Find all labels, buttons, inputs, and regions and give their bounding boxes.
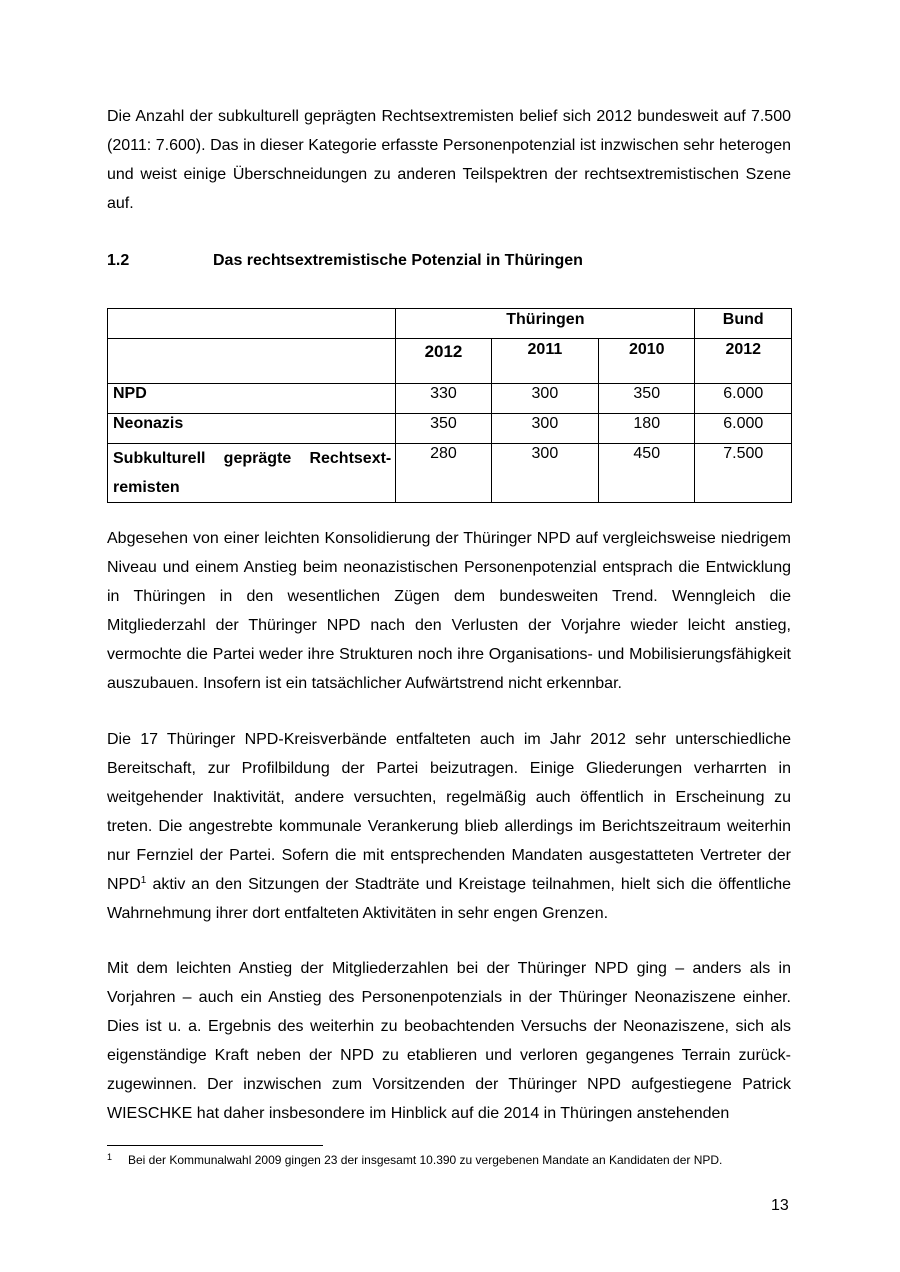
year-header: 2010: [599, 339, 695, 384]
footnote-reference[interactable]: 1: [140, 875, 147, 886]
table-cell: 280: [396, 444, 491, 503]
table-row: [108, 384, 792, 414]
table-cell: 6.000: [695, 384, 792, 414]
row-label: Subkulturell geprägte Rechtsextremisten: [108, 444, 396, 503]
paragraph-text: Die 17 Thüringer NPD-Kreisverbände entfalteten auch im Jahr 2012 sehr unterschiedliche Bereitschaft, zur Profilbildung der Partei beizutragen. Einige Gliederungen verharrten in weitgehender Inaktivität, andere versuchten, regelmäßig auch öffentlich in Erscheinung zu treten. Die angestrebte kommunale Verankerung blieb allerdings im Berichtszeitraum weiterhin nur Fernziel der Partei. Sofern die mit entsprechenden Mandaten ausgestatteten Vertreter der NPD: [107, 731, 791, 893]
paragraph-text: aktiv an den Sitzungen der Stadträte und Kreistage teilnahmen, hielt sich die öffentliche Wahrnehmung ihrer dort entfalteten Aktivitäten in sehr engen Grenzen.: [107, 876, 791, 922]
year-header: 2011: [491, 339, 598, 384]
paragraph-intro: Die Anzahl der subkulturell geprägten Rechtsextremisten belief sich 2012 bundesweit auf 7.500 (2011: 7.600). Das in dieser Kategorie erfasste Personenpotenzial ist inzwischen sehr heterogen und weist einige Überschneidungen zu anderen Teilspektren der rechtsextremistischen Szene auf.: [107, 108, 791, 212]
row-label: Neonazis: [108, 414, 396, 444]
footnote: [107, 1153, 791, 1168]
paragraph-development: Abgesehen von einer leichten Konsolidierung der Thüringer NPD auf vergleichsweise niedrigem Niveau und einem Anstieg beim neonazistischen Personenpotenzial entsprach die Entwicklung in Thüringen in den wesentlichen Zügen dem bundesweiten Trend. Wenngleich die Mitgliederzahl der Thüringer NPD nach den Verlusten der Vorjahre wieder leicht anstieg, vermochte die Partei weder ihre Strukturen noch ihre Organisations- und Mobilisierungsfähigkeit auszubauen. Insofern ist ein tatsächlicher Aufwärtstrend nicht erkennbar.: [107, 530, 791, 692]
table-corner-cell: [108, 309, 396, 339]
table-cell: 300: [491, 384, 598, 414]
section-number: 1.2: [107, 252, 130, 269]
table-cell: 6.000: [695, 414, 792, 444]
year-header: 2012: [695, 339, 792, 384]
table-cell: 7.500: [695, 444, 792, 503]
paragraph-neonaziszene: Mit dem leichten Anstieg der Mitgliederzahlen bei der Thüringer NPD ging – anders als in Vorjahren – auch ein Anstieg des Personenpotenzials in der Thüringer Neonaziszene einher. Dies ist u. a. Ergebnis des weiterhin zu beobachtenden Versuchs der Neonaziszene, sich als eigenständige Kraft neben der NPD zu etablieren und verloren gegangenes Terrain zurückzugewinnen. Der inzwischen zum Vorsitzenden der Thüringer NPD aufgestiegene Patrick WIESCHKE hat daher insbesondere im Hinblick auf die 2014 in Thüringen anstehenden: [107, 960, 791, 1122]
table-row: [108, 414, 792, 444]
row-label: NPD: [108, 384, 396, 414]
table-cell: 300: [491, 414, 598, 444]
footnote-divider: [107, 1145, 323, 1146]
table-cell: 180: [599, 414, 695, 444]
table-row: [108, 444, 792, 503]
page-number: 13: [771, 1197, 789, 1214]
table-cell: 330: [396, 384, 491, 414]
table-cell: 350: [396, 414, 491, 444]
table-header-row: [108, 309, 792, 339]
paragraph-kreisverbaende: [107, 725, 791, 928]
table-year-row: [108, 339, 792, 384]
table-empty-cell: [108, 339, 396, 384]
footnote-text: Bei der Kommunalwahl 2009 gingen 23 der insgesamt 10.390 zu vergebenen Mandate an Kandidaten der NPD.: [128, 1153, 723, 1167]
section-title: Das rechtsextremistische Potenzial in Thüringen: [213, 252, 583, 269]
column-group-thueringen: Thüringen: [396, 309, 695, 339]
table-cell: 450: [599, 444, 695, 503]
table-cell: 300: [491, 444, 598, 503]
potential-table: [107, 308, 792, 503]
year-header: 2012: [396, 339, 491, 384]
column-group-bund: Bund: [695, 309, 792, 339]
table-cell: 350: [599, 384, 695, 414]
footnote-mark: 1: [107, 1152, 113, 1162]
